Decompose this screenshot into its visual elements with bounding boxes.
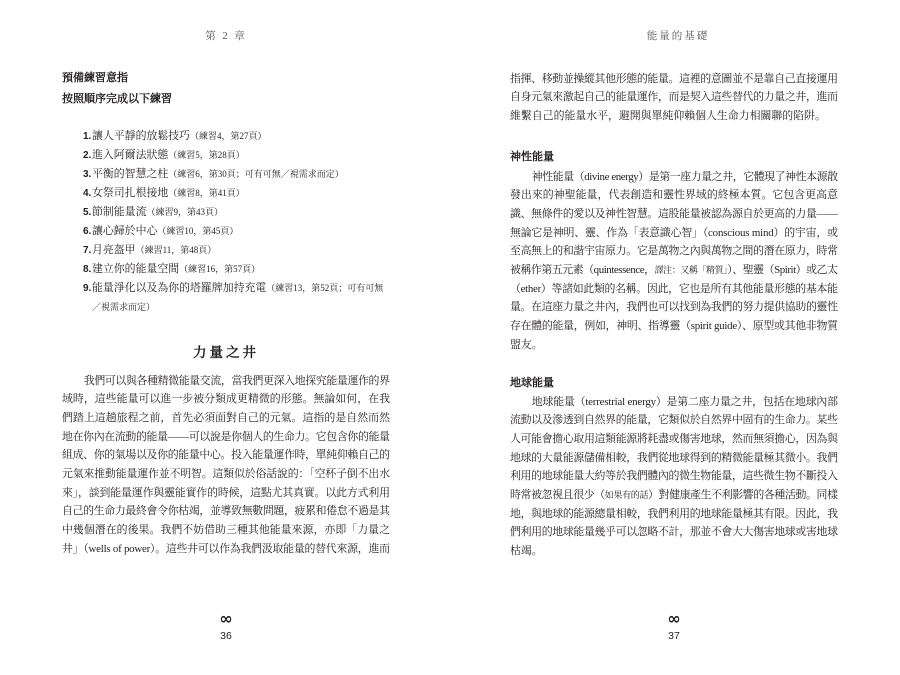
body-text-line: 域時，這些能量可以進一步被分類成更精微的形態。無論如何，在我 (62, 393, 391, 406)
exercise-item (83, 184, 390, 203)
exercise-item (83, 127, 390, 146)
body-text-line: 自己的生命力最終會令你枯竭，並導致無數問題，疲累和倦怠不過是其 (62, 505, 390, 518)
body-text-line: 至高無上的和諧宇宙原力。它是萬物之內與萬物之間的潛在原力，時常 (510, 245, 838, 258)
exercise-title: 節制能量流 (92, 205, 147, 218)
exercise-number: 8. (83, 263, 92, 275)
terrestrial-energy-paragraph (510, 393, 838, 561)
exercise-title: 平衡的智慧之柱 (92, 167, 169, 180)
exercise-number: 7. (83, 244, 92, 256)
body-text-line: 井」（wells of power）。這些井可以作為我們汲取能量的替代來源，進而 (62, 542, 390, 555)
body-text-line: 存在體的能量，例如，神明、指導靈（spirit guide）、原型或其他非物質 (510, 319, 838, 332)
exercise-reference: （練習10，第45頁） (157, 225, 239, 236)
exercise-item (83, 165, 390, 184)
page-number: 37 (668, 630, 680, 642)
running-head-chapter: 第 2 章 (205, 31, 247, 42)
body-text-line: 自身元氣來激起自己的能量運作，而是契入這些替代的力量之井，進而 (510, 91, 838, 104)
translator-note: 譯注：又稱「精質」 (654, 264, 728, 275)
exercise-reference: （練習6，第30頁；可有可無／視需求而定） (168, 168, 344, 179)
body-text-line: 指揮、移動並操縱其他形態的能量。這裡的意圖並不是靠自己直接運用 (510, 72, 838, 85)
exercise-number: 5. (83, 206, 92, 218)
exercise-item (83, 279, 390, 298)
body-text-line: 們踏上這趟旅程之前，首先必須面對自己的元氣。這指的是自然而然 (62, 412, 391, 424)
body-text-line: 地球能量（terrestrial energy）是第二座力量之井，包括在地球內部 (531, 395, 838, 408)
body-text-line: 識、無條件的愛以及神性智慧。這股能量被認為源自於更高的力量—— (510, 208, 838, 220)
body-paragraph (62, 372, 390, 559)
body-text-line: 元氣來推動能量運作並不明智。這類似於俗話說的：「空杯子倒不出水 (62, 467, 390, 480)
body-text-line: 無論它是神明、靈、作為「表意識心智」（conscious mind）的宇宙，或 (510, 226, 838, 239)
body-text-line: 神性能量（divine energy）是第一座力量之井，它體現了神性本源散 (531, 170, 838, 183)
exercise-prep-subtitle: 按照順序完成以下練習 (62, 93, 172, 105)
text-segment: ）、聖靈（Spirit）或乙太 (727, 263, 838, 276)
exercise-reference: （練習8，第41頁） (168, 187, 245, 198)
exercise-number: 6. (83, 225, 92, 237)
exercise-title: 月亮盔甲 (92, 243, 136, 256)
body-text-line: 發出來的神聖能量，代表創造和靈性界域的終極本質。它包含更高意 (510, 189, 839, 202)
exercise-title: 能量淨化以及為你的塔羅牌加持充電 (92, 281, 267, 294)
body-text-line: 中幾個潛在的後果。我們不妨借助三種其他能量來源，亦即「力量之 (62, 523, 391, 536)
exercise-number: 3. (83, 168, 92, 180)
body-text-line: 流動以及滲透到自然界的能量，它類似於自然界中固有的生命力。某些 (510, 414, 838, 427)
body-text-line: 地，與地球的能源總量相較，我們利用的地球能量極其有限。因此，我 (510, 507, 838, 520)
subsection-heading-terrestrial: 地球能量 (510, 376, 554, 389)
exercise-reference: （練習9，第43頁） (146, 206, 223, 217)
body-text-line (510, 261, 838, 280)
text-segment: ）對健康產生不利影響的各種活動。同樣 (648, 488, 838, 501)
body-text-line: （ether）等諸如此類的名稱。因此，它也是所有其他能量形態的基本能 (510, 282, 838, 295)
body-text-line: 維繫自己的能量水平，避開與單純仰賴個人生命力相關聯的陷阱。 (510, 110, 826, 122)
body-text-line: 利用的地球能量大約等於我們體內的微生物能量，這些微生物不斷投入 (510, 470, 838, 483)
exercise-list (83, 127, 390, 317)
exercise-title: 讓心歸於中心 (92, 224, 158, 237)
translator-note: 如果有的話 (604, 489, 649, 500)
exercise-reference: （練習13，第52頁；可有可無 (266, 282, 384, 293)
body-text-line: 地在你內在流動的能量——可以說是你個人的生命力。它包含你的能量 (62, 430, 390, 443)
exercise-item-continuation (83, 298, 390, 317)
page-number: 36 (220, 630, 232, 642)
exercise-item (83, 241, 390, 260)
exercise-reference: （練習4，第27頁） (190, 130, 267, 141)
exercise-reference: （練習5，第28頁） (168, 149, 245, 160)
divine-energy-paragraph (510, 168, 838, 355)
exercise-item (83, 203, 390, 222)
continued-paragraph (510, 70, 838, 126)
body-text-line (510, 486, 838, 505)
body-text-line: 們利用的地球能量幾乎可以忽略不計，那並不會大大傷害地球或害地球 (510, 526, 838, 539)
exercise-number: 2. (83, 149, 92, 161)
exercise-reference: ／視需求而定） (92, 301, 156, 312)
exercise-title: 進入阿爾法狀態 (92, 148, 169, 161)
body-text-line: 量。在這座力量之井內，我們也可以找到為我們的努力提供協助的靈性 (510, 301, 838, 314)
infinity-icon: ∞ (219, 609, 233, 628)
exercise-title: 女祭司扎根接地 (92, 186, 169, 199)
body-text-line: 地球的大量能源儲備相較，我們從地球得到的精微能量極其微小。我們 (510, 451, 838, 464)
body-text-line: 人可能會擔心取用這類能源將耗盡或傷害地球，然而無須擔心，因為與 (510, 433, 838, 445)
subsection-heading-divine: 神性能量 (510, 150, 554, 163)
body-text-line: 來」，談到能量運作與靈能實作的時候，這點尤其真實。以此方式利用 (62, 486, 390, 499)
exercise-number: 1. (83, 130, 92, 142)
exercise-number: 4. (83, 187, 92, 199)
section-title: 力量之井 (193, 345, 259, 360)
infinity-icon: ∞ (667, 609, 681, 628)
right-page (450, 0, 900, 675)
body-text-line: 盟友。 (510, 338, 543, 351)
body-text-line: 組成、你的氣場以及你的能量中心。投入能量運作時，單純仰賴自己的 (62, 449, 390, 462)
exercise-item (83, 222, 390, 241)
exercise-item (83, 260, 390, 279)
exercise-reference: （練習11，第48頁） (135, 244, 217, 255)
exercise-item (83, 146, 390, 165)
exercise-title: 建立你的能量空間 (92, 262, 180, 275)
running-head-title: 能量的基礎 (646, 31, 710, 42)
text-segment: 被稱作第五元素（quintessence， (510, 263, 655, 276)
exercise-prep-title: 預備練習意指 (62, 72, 128, 84)
exercise-reference: （練習16，第57頁） (179, 263, 261, 274)
exercise-prep-block (62, 68, 172, 110)
body-text-line: 枯竭。 (510, 544, 543, 557)
text-segment: 時常被忽視且很少（ (510, 488, 605, 501)
exercise-title: 讓人平靜的放鬆技巧 (92, 129, 191, 142)
body-text-line: 我們可以與各種精微能量交流，當我們更深入地探究能量運作的界 (83, 374, 390, 387)
exercise-number: 9. (83, 282, 92, 294)
